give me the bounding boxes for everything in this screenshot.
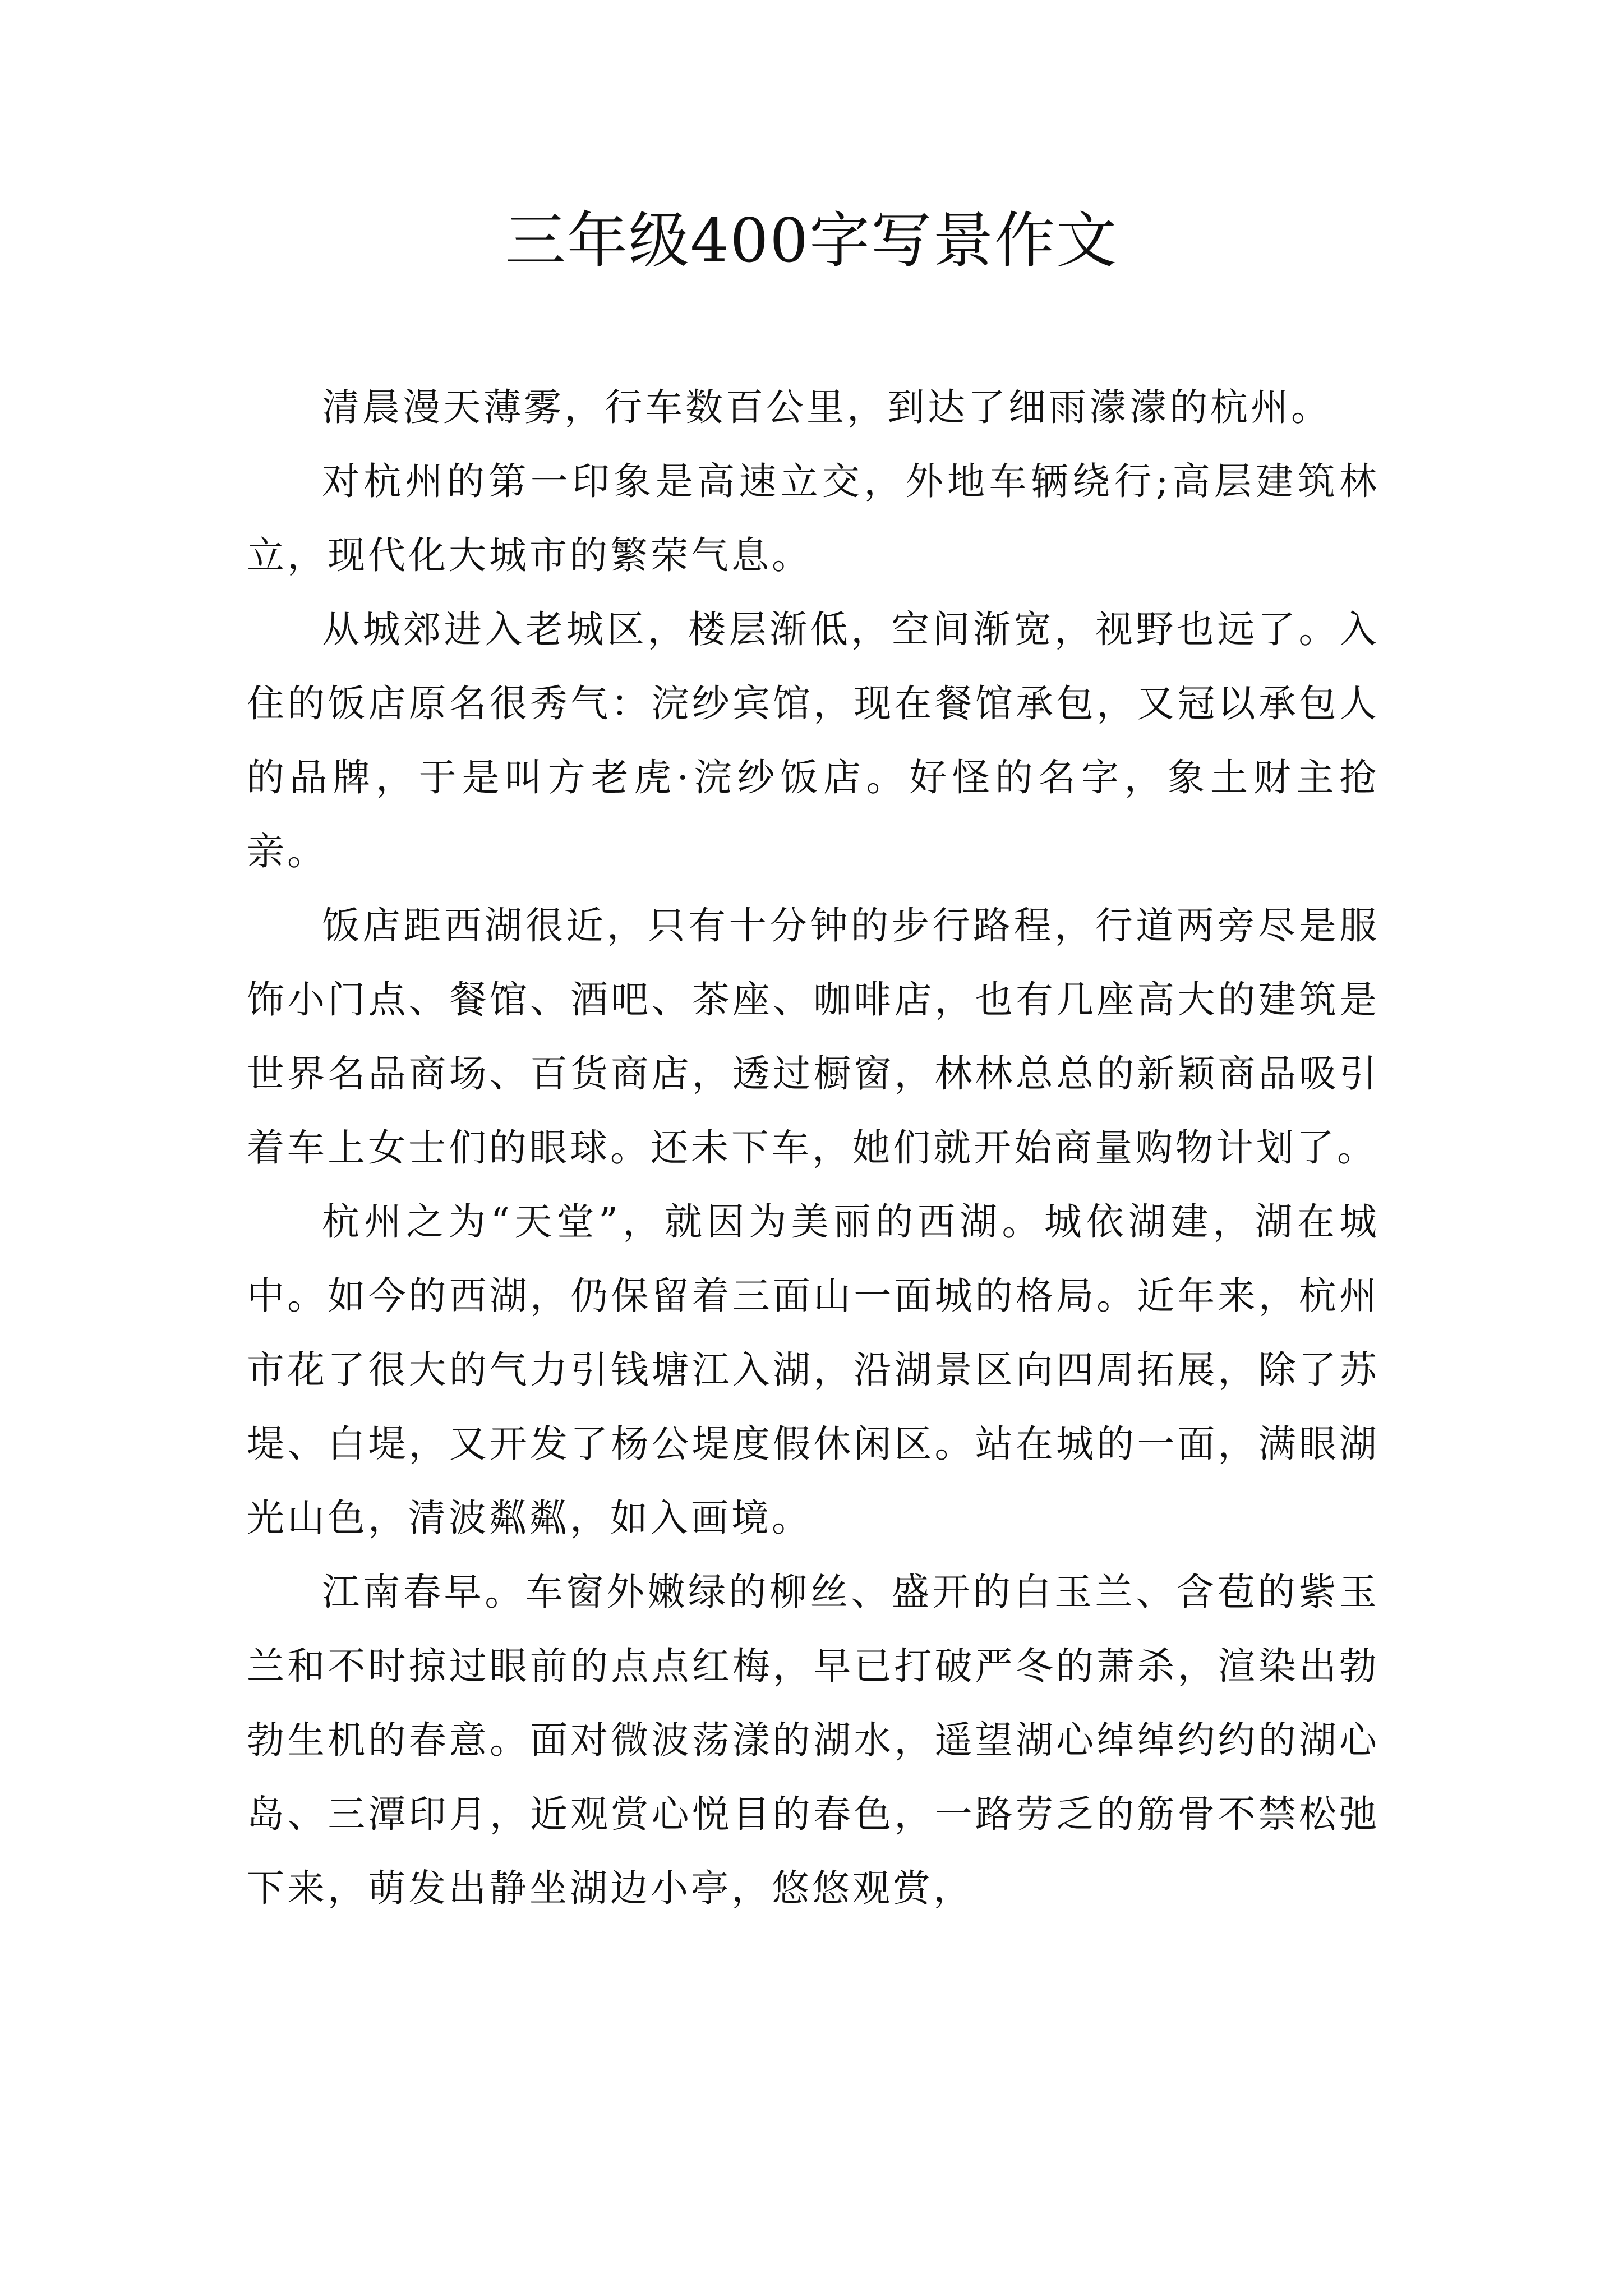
paragraph: 饭店距西湖很近，只有十分钟的步行路程，行道两旁尽是服饰小门点、餐馆、酒吧、茶座、咖啡店，也有几座高大的建筑是世界名品商场、百货商店，透过橱窗，林林总总的新颖商品吸引着车上女士们的眼球。还未下车，她们就开始商量购物计划了。 xyxy=(247,904,1380,1170)
paragraph: 江南春早。车窗外嫩绿的柳丝、盛开的白玉兰、含苞的紫玉兰和不时掠过眼前的点点红梅，早已打破严冬的萧杀，渲染出勃勃生机的春意。面对微波荡漾的湖水，遥望湖心绰绰约约的湖心岛、三潭印月，近观赏心悦目的春色，一路劳乏的筋骨不禁松弛下来，萌发出静坐湖边小亭，悠悠观赏， xyxy=(247,1570,1380,1910)
document-body xyxy=(247,370,1380,1925)
paragraph: 清晨漫天薄雾，行车数百公里，到达了细雨濛濛的杭州。 xyxy=(322,385,1331,429)
document-title: 三年级400字写景作文 xyxy=(505,206,1118,276)
paragraph: 对杭州的第一印象是高速立交，外地车辆绕行;高层建筑林立，现代化大城市的繁荣气息。 xyxy=(247,459,1380,577)
paragraph: 从城郊进入老城区，楼层渐低，空间渐宽，视野也远了。入住的饭店原名很秀气：浣纱宾馆，现在餐馆承包，又冠以承包人的品牌，于是叫方老虎·浣纱饭店。好怪的名字，象土财主抢亲。 xyxy=(247,608,1380,873)
paragraph: 杭州之为“天堂”，就因为美丽的西湖。城依湖建，湖在城中。如今的西湖，仍保留着三面山一面城的格局。近年来，杭州市花了很大的气力引钱塘江入湖，沿湖景区向四周拓展，除了苏堤、白堤，又开发了杨公堤度假休闲区。站在城的一面，满眼湖光山色，清波粼粼，如入画境。 xyxy=(247,1200,1380,1540)
